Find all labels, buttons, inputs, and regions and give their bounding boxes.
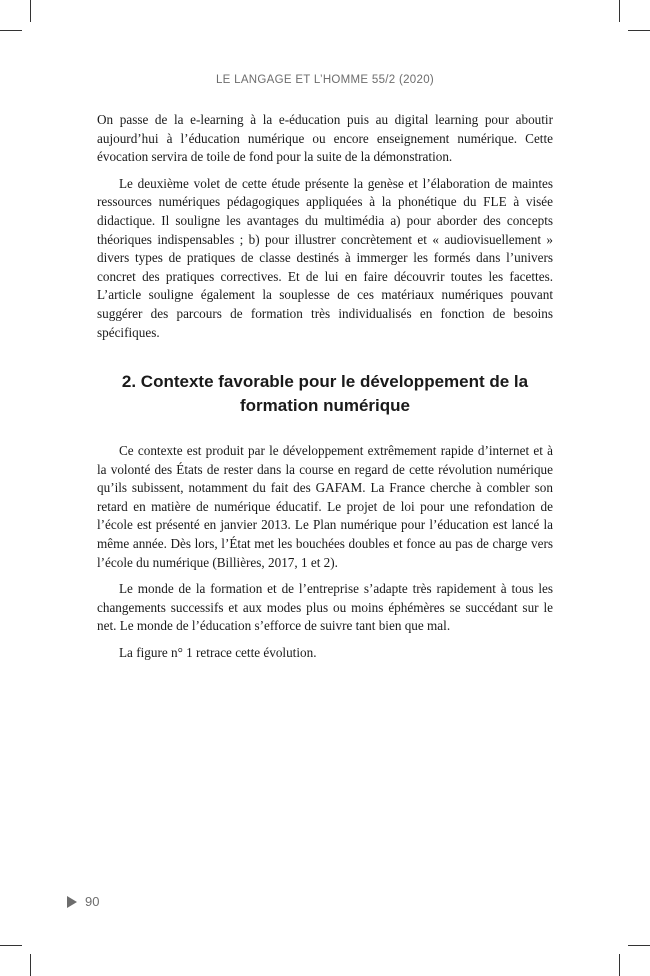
triangle-icon bbox=[67, 896, 77, 908]
crop-mark bbox=[0, 945, 22, 946]
crop-mark bbox=[0, 30, 22, 31]
crop-mark bbox=[30, 0, 31, 22]
running-head: LE LANGAGE ET L’HOMME 55/2 (2020) bbox=[215, 74, 435, 86]
paragraph: On passe de la e-learning à la e-éducation puis au digital learning pour aboutir aujourd’hui à l’éducation numérique ou encore enseignement numérique. Cette évocation servira de toile de fond pour la suite de la démonstration. bbox=[97, 112, 553, 165]
section-heading: 2. Contexte favorable pour le développement de la formation numérique bbox=[121, 372, 529, 415]
crop-mark bbox=[619, 954, 620, 976]
paragraph: Ce contexte est produit par le développement extrêmement rapide d’internet et à la volonté des États de rester dans la course en regard de cette révolution numérique qu’ils subissent, notamment du fait des GAFAM. La France cherche à combler son retard en matière de numérique éducatif. Le projet de loi pour une refondation de l’école est présenté en janvier 2013. Le Plan numérique pour l’éducation est lancé la même année. Dès lors, l’État met les bouchées doubles et fonce au pas de charge vers l’école du numérique (Billières, 2017, 1 et 2). bbox=[97, 443, 553, 570]
body-text-intro bbox=[97, 111, 553, 350]
crop-mark bbox=[628, 945, 650, 946]
paragraph: Le deuxième volet de cette étude présente la genèse et l’élaboration de maintes ressources numériques pédagogiques appliquées à la phonétique du FLE à visée didactique. Il souligne les avantages du multimédia a) pour aborder des concepts théoriques indispensables ; b) pour illustrer concrètement et « audiovisuellement » divers types de pratiques de classe destinés à immerger les formés dans l’univers concret des pratiques correctives. Et de lui en faire découvrir toutes les facettes. L’article souligne également la souplesse de ces matériaux numériques pouvant suggérer des parcours de formation très individualisés en fonction de besoins spécifiques. bbox=[97, 175, 553, 340]
crop-mark bbox=[628, 30, 650, 31]
crop-mark bbox=[30, 954, 31, 976]
crop-mark bbox=[619, 0, 620, 22]
paragraph: La figure n° 1 retrace cette évolution. bbox=[119, 644, 317, 660]
paragraph: Le monde de la formation et de l’entreprise s’adapte très rapidement à tous les changements successifs et aux modes plus ou moins éphémères se succédant sur le net. Le monde de l’éducation s’efforce de suivre tant bien que mal. bbox=[97, 581, 553, 634]
page-number: 90 bbox=[85, 894, 100, 909]
page-folio bbox=[67, 894, 99, 909]
body-text-section bbox=[97, 442, 553, 671]
